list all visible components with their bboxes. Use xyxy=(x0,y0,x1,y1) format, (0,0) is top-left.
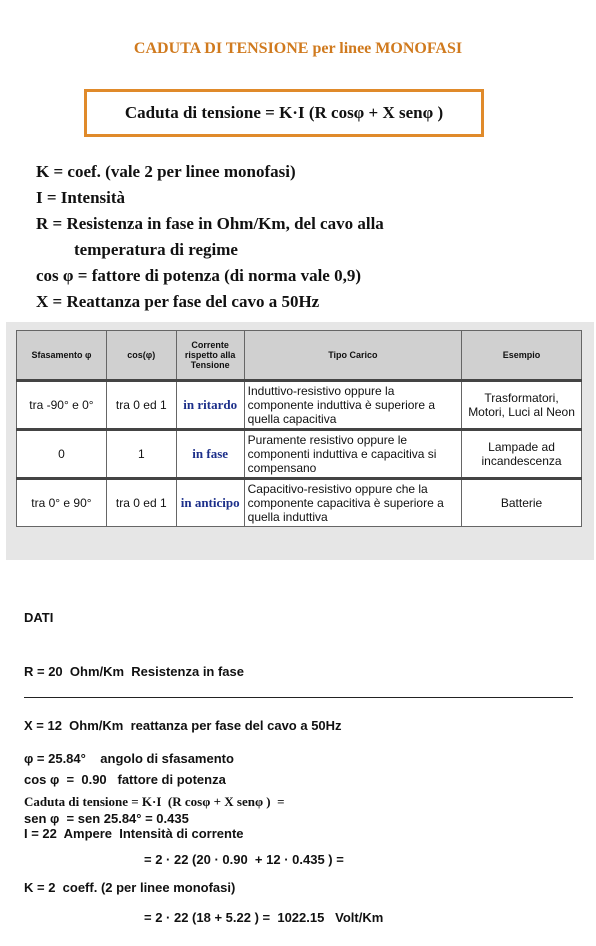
header-cos: cos(φ) xyxy=(106,331,176,381)
legend-cos: cos φ = fattore di potenza (di norma vale 0,9) xyxy=(36,266,361,285)
cell-corrente: in anticipo xyxy=(176,479,244,527)
formula-box xyxy=(84,89,484,137)
cell-corrente: in fase xyxy=(176,430,244,479)
calc-sen: sen φ = sen 25.84° = 0.435 xyxy=(24,811,189,826)
cell-esempio: Lampade ad incandescenza xyxy=(462,430,582,479)
dati-k: K = 2 coeff. (2 per linee monofasi) xyxy=(24,880,236,895)
dati-heading: DATI xyxy=(24,610,54,625)
table-row xyxy=(17,479,582,527)
dati-i: I = 22 Ampere Intensità di corrente xyxy=(24,826,244,841)
cell-tipo-carico: Puramente resistivo oppure le componenti induttiva e capacitiva si compensano xyxy=(244,430,461,479)
legend-i: I = Intensità xyxy=(36,188,126,207)
table-row xyxy=(17,430,582,479)
legend-k: K = coef. (vale 2 per linee monofasi) xyxy=(36,162,296,181)
phase-table-panel xyxy=(6,322,594,560)
page-title: CADUTA DI TENSIONE per linee MONOFASI xyxy=(133,40,463,57)
result-step-1: = 2 · 22 (20 · 0.90 + 12 · 0.435 ) = xyxy=(144,852,344,867)
cell-tipo-carico: Induttivo-resistivo oppure la componente induttiva è superiore a quella capacitiva xyxy=(244,381,461,430)
result-block xyxy=(24,760,383,946)
cell-sfasamento: tra 0° e 90° xyxy=(17,479,107,527)
cell-esempio: Batterie xyxy=(462,479,582,527)
header-corrente: Corrente rispetto alla Tensione xyxy=(176,331,244,381)
divider xyxy=(24,697,573,698)
calc-phi: φ = 25.84° angolo di sfasamento xyxy=(24,751,234,766)
header-tipo-carico: Tipo Carico xyxy=(244,331,461,381)
phase-table xyxy=(16,330,582,527)
header-esempio: Esempio xyxy=(462,331,582,381)
cell-corrente: in ritardo xyxy=(176,381,244,430)
table-row xyxy=(17,381,582,430)
dati-r: R = 20 Ohm/Km Resistenza in fase xyxy=(24,664,244,679)
cell-esempio: Trasformatori, Motori, Luci al Neon xyxy=(462,381,582,430)
legend-r: R = Resistenza in fase in Ohm/Km, del cavo alla xyxy=(36,214,384,233)
formula-text: Caduta di tensione = K·I (R cosφ + X senφ ) xyxy=(124,103,444,122)
cell-tipo-carico: Capacitivo-resistivo oppure che la componente capacitiva è superiore a quella induttiva xyxy=(244,479,461,527)
cell-cos: tra 0 ed 1 xyxy=(106,381,176,430)
dati-cos: cos φ = 0.90 fattore di potenza xyxy=(24,772,226,787)
result-step-2: = 2 · 22 (18 + 5.22 ) = 1022.15 Volt/Km xyxy=(144,910,384,925)
cell-cos: tra 0 ed 1 xyxy=(106,479,176,527)
legend-x: X = Reattanza per fase del cavo a 50Hz xyxy=(36,292,320,311)
legend xyxy=(36,160,384,316)
legend-r-cont: temperatura di regime xyxy=(74,240,238,259)
dati-x: X = 12 Ohm/Km reattanza per fase del cavo a 50Hz xyxy=(24,718,342,733)
table-header-row xyxy=(17,331,582,381)
header-sfasamento: Sfasamento φ xyxy=(17,331,107,381)
cell-sfasamento: 0 xyxy=(17,430,107,479)
result-formula: Caduta di tensione = K·I (R cosφ + X senφ ) = xyxy=(24,794,285,809)
cell-cos: 1 xyxy=(106,430,176,479)
cell-sfasamento: tra -90° e 0° xyxy=(17,381,107,430)
